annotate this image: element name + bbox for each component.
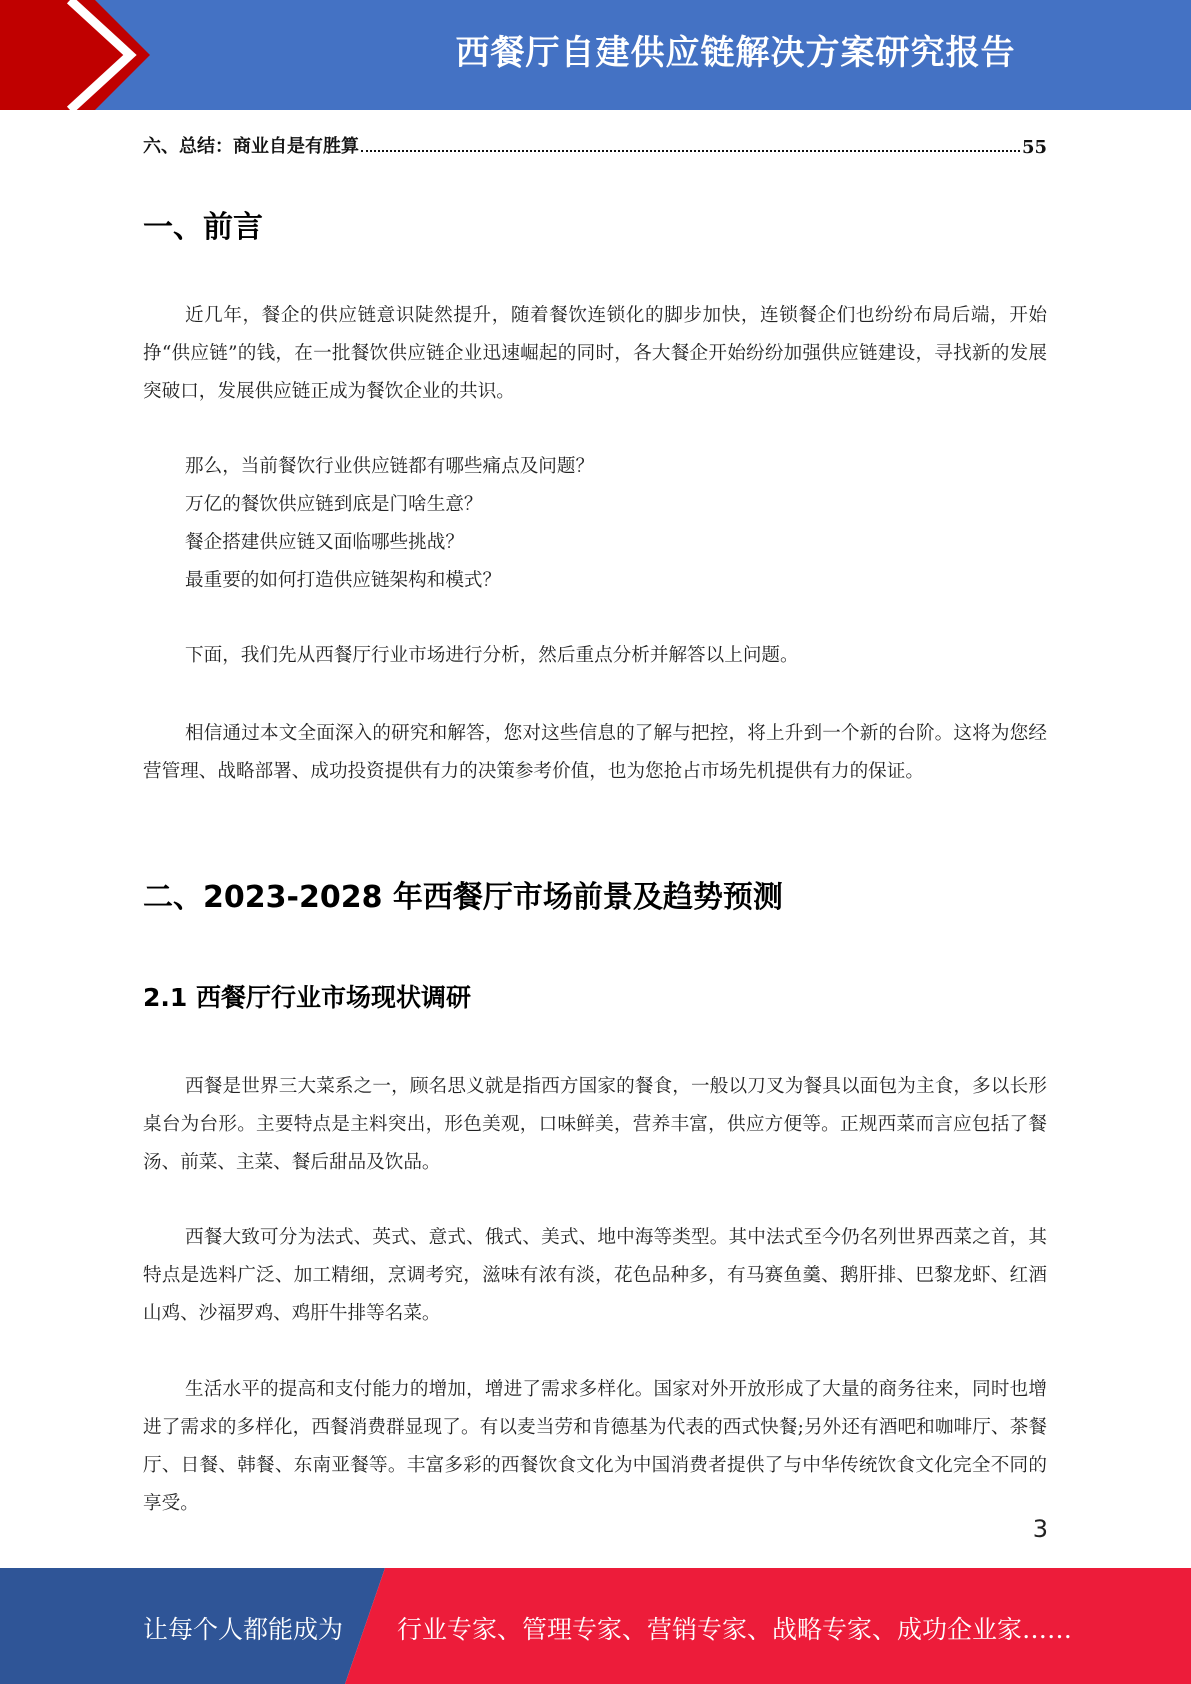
subsection-heading-market-status: 2.1 西餐厅行业市场现状调研 (143, 983, 471, 1012)
question-item: 餐企搭建供应链又面临哪些挑战？ (185, 532, 464, 553)
question-item: 那么，当前餐饮行业供应链都有哪些痛点及问题？ (185, 456, 595, 477)
header-red-chevron (0, 0, 160, 110)
section-heading-market-forecast: 二、2023-2028 年西餐厅市场前景及趋势预测 (143, 880, 783, 915)
footer-slogan-left: 让每个人都能成为 (143, 1615, 344, 1644)
toc-entry-label: 六、总结：商业自是有胜算 (143, 136, 359, 157)
toc-entry-page: 55 (1021, 137, 1047, 158)
paragraph: 近几年，餐企的供应链意识陡然提升，随着餐饮连锁化的脚步加快，连锁餐企们也纷纷布局后端，开始挣“供应链”的钱，在一批餐饮供应链企业迅速崛起的同时，各大餐企开始纷纷加强供应链建设，寻找新的发展突破口，发展供应链正成为餐饮企业的共识。 (143, 305, 1047, 402)
paragraph: 西餐是世界三大菜系之一，顾名思义就是指西方国家的餐食，一般以刀叉为餐具以面包为主食，多以长形桌台为台形。主要特点是主料突出，形色美观，口味鲜美，营养丰富，供应方便等。正规西菜而言应包括了餐汤、前菜、主菜、餐后甜品及饮品。 (143, 1076, 1047, 1173)
question-item: 万亿的餐饮供应链到底是门啥生意？ (185, 494, 483, 515)
section-heading-preface: 一、前言 (143, 210, 263, 245)
toc-entry[interactable] (143, 130, 1047, 158)
footer-slogan-right: 行业专家、管理专家、营销专家、战略专家、成功企业家…… (397, 1615, 1073, 1644)
toc-dot-leader (361, 150, 1020, 152)
page-number: 3 (1032, 1515, 1048, 1543)
paragraph: 生活水平的提高和支付能力的增加，增进了需求多样化。国家对外开放形成了大量的商务往来，同时也增进了需求的多样化，西餐消费群显现了。有以麦当劳和肯德基为代表的西式快餐;另外还有酒吧和咖啡厅、茶餐厅、日餐、韩餐、东南亚餐等。丰富多彩的西餐饮食文化为中国消费者提供了与中华传统饮食文化完全不同的享受。 (143, 1379, 1047, 1514)
document-title: 西餐厅自建供应链解决方案研究报告 (455, 33, 1016, 73)
question-item: 最重要的如何打造供应链架构和模式？ (185, 570, 502, 591)
paragraph: 西餐大致可分为法式、英式、意式、俄式、美式、地中海等类型。其中法式至今仍名列世界西菜之首，其特点是选料广泛、加工精细，烹调考究，滋味有浓有淡，花色品种多，有马赛鱼羹、鹅肝排、巴黎龙虾、红酒山鸡、沙福罗鸡、鸡肝牛排等名菜。 (143, 1227, 1047, 1324)
paragraph: 下面，我们先从西餐厅行业市场进行分析，然后重点分析并解答以上问题。 (185, 645, 799, 666)
paragraph: 相信通过本文全面深入的研究和解答，您对这些信息的了解与把控，将上升到一个新的台阶。这将为您经营管理、战略部署、成功投资提供有力的决策参考价值，也为您抢占市场先机提供有力的保证。 (143, 723, 1047, 782)
